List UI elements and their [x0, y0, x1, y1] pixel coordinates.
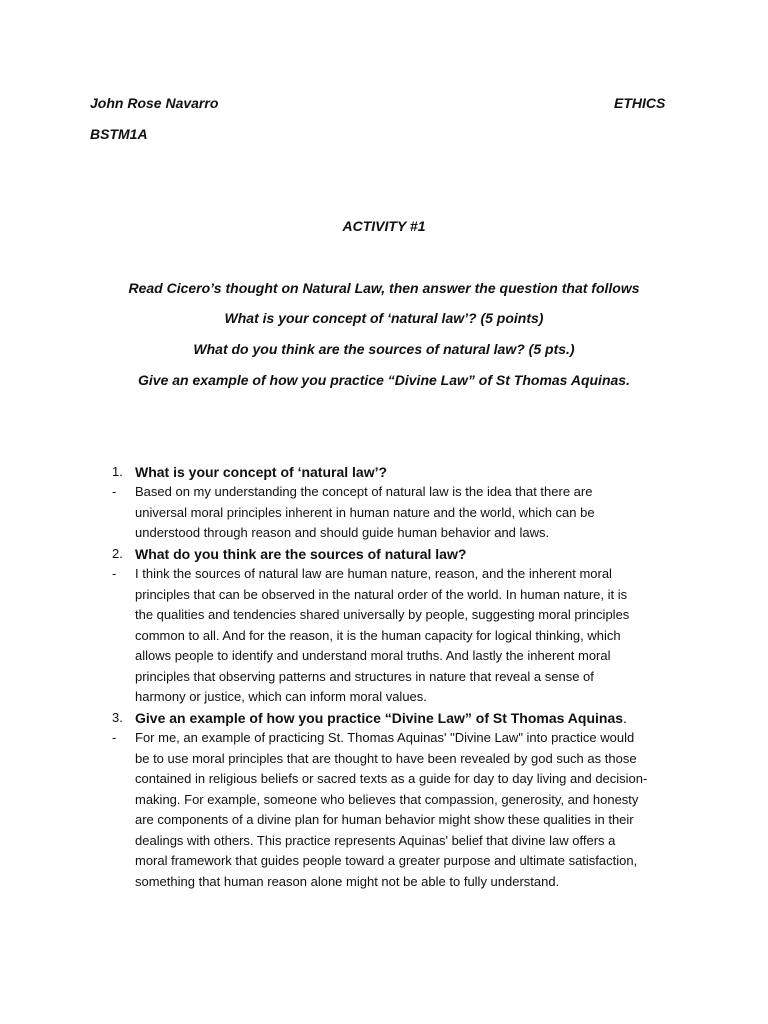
- answer-dash-2: -: [112, 566, 117, 581]
- answer-line: are components of a divine plan for human behavior might show these qualities in their: [135, 812, 634, 827]
- question-1: What is your concept of ‘natural law’?: [135, 464, 388, 480]
- instruction-line-4: Give an example of how you practice “Divine Law” of St Thomas Aquinas.: [138, 372, 630, 388]
- answer-2: [135, 564, 680, 708]
- question-number-3: 3.: [112, 710, 123, 725]
- answer-line: something that human reason alone might not be able to fully understand.: [135, 873, 560, 889]
- answer-line: be to use moral principles that are thought to have been revealed by god such as those: [135, 750, 637, 766]
- question-2: What do you think are the sources of natural law?: [135, 546, 467, 562]
- answer-line: contained in religious beliefs or sacred texts as a guide for day to day living and decision-: [135, 771, 648, 786]
- answer-dash-1: -: [112, 484, 117, 499]
- activity-title: ACTIVITY #1: [342, 218, 426, 234]
- answer-line: making. For example, someone who believes that compassion, generosity, and honesty: [135, 791, 639, 807]
- question-3: [135, 709, 627, 727]
- answer-line: universal moral principles inherent in human nature and the world, which can be: [135, 504, 595, 520]
- student-name: John Rose Navarro: [90, 95, 219, 111]
- instruction-line-1: Read Cicero’s thought on Natural Law, then answer the question that follows: [128, 280, 640, 296]
- answer-dash-3: -: [112, 730, 117, 745]
- answer-line: understood through reason and should guide human behavior and laws.: [135, 525, 550, 540]
- answer-line: Based on my understanding the concept of natural law is the idea that there are: [135, 484, 593, 499]
- answer-line: principles that can be observed in the natural order of the world. In human nature, it is: [135, 586, 628, 602]
- question-3-period: .: [623, 710, 627, 726]
- question-number-1: 1.: [112, 464, 123, 479]
- answer-line: principles that observing patterns and structures in nature that reveal a sense of: [135, 668, 594, 684]
- student-section: BSTM1A: [90, 126, 148, 142]
- subject-label: ETHICS: [614, 95, 666, 111]
- answer-line: dealings with others. This practice represents Aquinas' belief that divine law offers a: [135, 832, 616, 848]
- answer-line: the qualities and tendencies shared universally by people, suggesting moral principles: [135, 607, 630, 622]
- answer-line: allows people to identify and understand moral truths. And lastly the inherent moral: [135, 648, 611, 663]
- answer-line: I think the sources of natural law are human nature, reason, and the inherent moral: [135, 566, 612, 581]
- answer-line: harmony or justice, which can inform moral values.: [135, 689, 427, 704]
- question-number-2: 2.: [112, 546, 123, 561]
- answer-line: common to all. And for the reason, it is the human capacity for logical thinking, which: [135, 627, 621, 643]
- answer-line: moral framework that guides people toward a greater purpose and ultimate satisfaction,: [135, 853, 638, 868]
- answer-1: [135, 482, 680, 544]
- answer-line: For me, an example of practicing St. Thomas Aquinas' "Divine Law" into practice would: [135, 730, 635, 745]
- instruction-line-3: What do you think are the sources of natural law? (5 pts.): [193, 341, 575, 357]
- instruction-line-2: What is your concept of ‘natural law’? (5 points): [224, 310, 544, 326]
- answer-3: [135, 728, 680, 892]
- question-3-text: Give an example of how you practice “Divine Law” of St Thomas Aquinas: [135, 710, 624, 726]
